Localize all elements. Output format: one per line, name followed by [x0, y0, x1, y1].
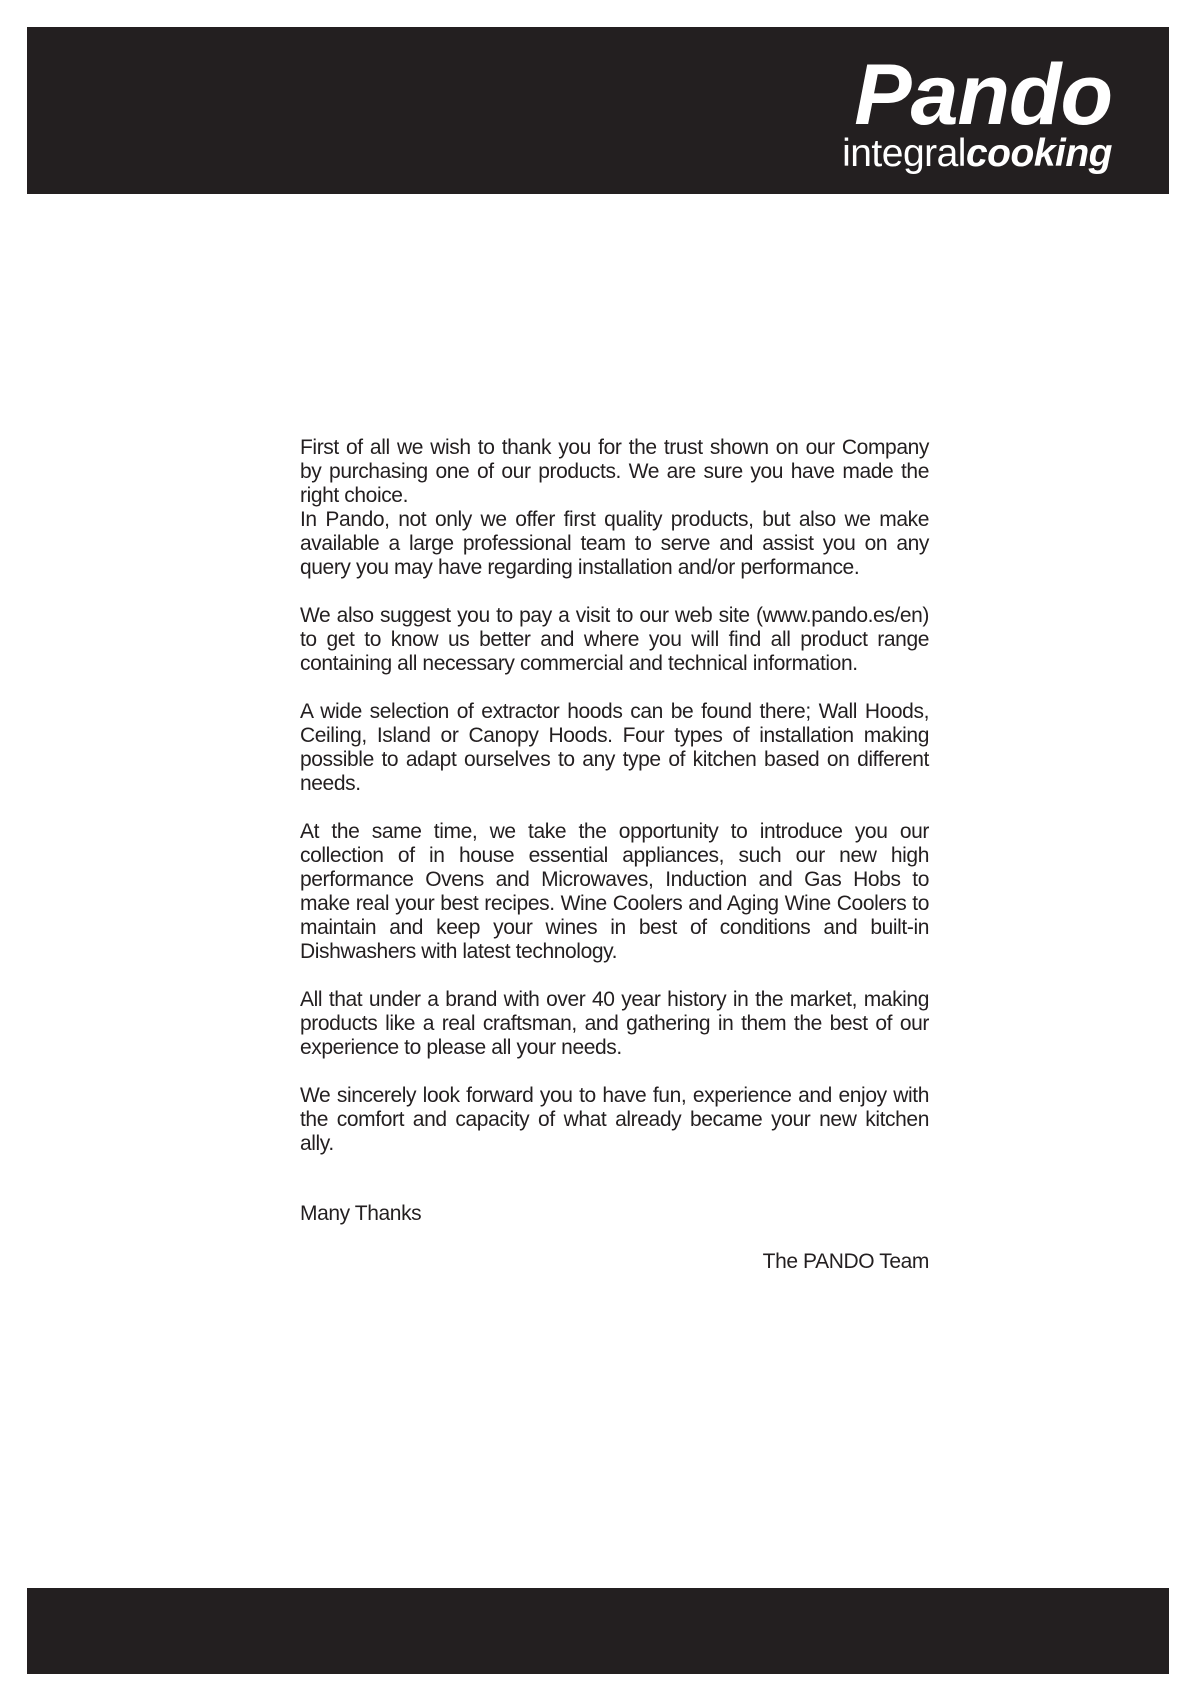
paragraph-brand-history: All that under a brand with over 40 year history in the market, making products like a real craftsman, and gathering in them the best of our experience to please all your needs. — [300, 988, 929, 1059]
logo-tagline-bold: cooking — [965, 132, 1112, 175]
pando-logo — [842, 47, 1112, 175]
logo-brand: Pando — [854, 47, 1112, 143]
header-band — [27, 27, 1169, 194]
paragraph-thanks: First of all we wish to thank you for the trust shown on our Company by purchasing one of our products. We are sure you have made the right choice. — [300, 436, 929, 507]
logo-tagline — [842, 134, 1112, 173]
paragraph-team: In Pando, not only we offer first quality products, but also we make available a large professional team to serve and assist you on any query you may have regarding installation and/or performance. — [300, 508, 929, 579]
closing-line: Many Thanks — [300, 1202, 422, 1225]
paragraph-appliances: At the same time, we take the opportunity to introduce you our collection of in house essential appliances, such our new high performance Ovens and Microwaves, Induction and Gas Hobs to make real your best recipes. Wine Coolers and Aging Wine Coolers to maintain and keep your wines in best of conditions and built-in Dishwashers with latest technology. — [300, 820, 929, 963]
logo-tagline-regular: integral — [842, 132, 966, 175]
paragraph-closing-wish: We sincerely look forward you to have fun, experience and enjoy with the comfort and capacity of what already became your new kitchen ally. — [300, 1084, 929, 1155]
signature-line: The PANDO Team — [762, 1250, 929, 1273]
paragraph-website: We also suggest you to pay a visit to our web site (www.pando.es/en) to get to know us better and where you will find all product range containing all necessary commercial and technical information. — [300, 604, 929, 675]
letter-body — [300, 436, 929, 1274]
footer-band — [27, 1588, 1169, 1674]
paragraph-hoods: A wide selection of extractor hoods can be found there; Wall Hoods, Ceiling, Island or Canopy Hoods. Four types of installation making possible to adapt ourselves to any type of kitchen based on different needs. — [300, 700, 929, 795]
